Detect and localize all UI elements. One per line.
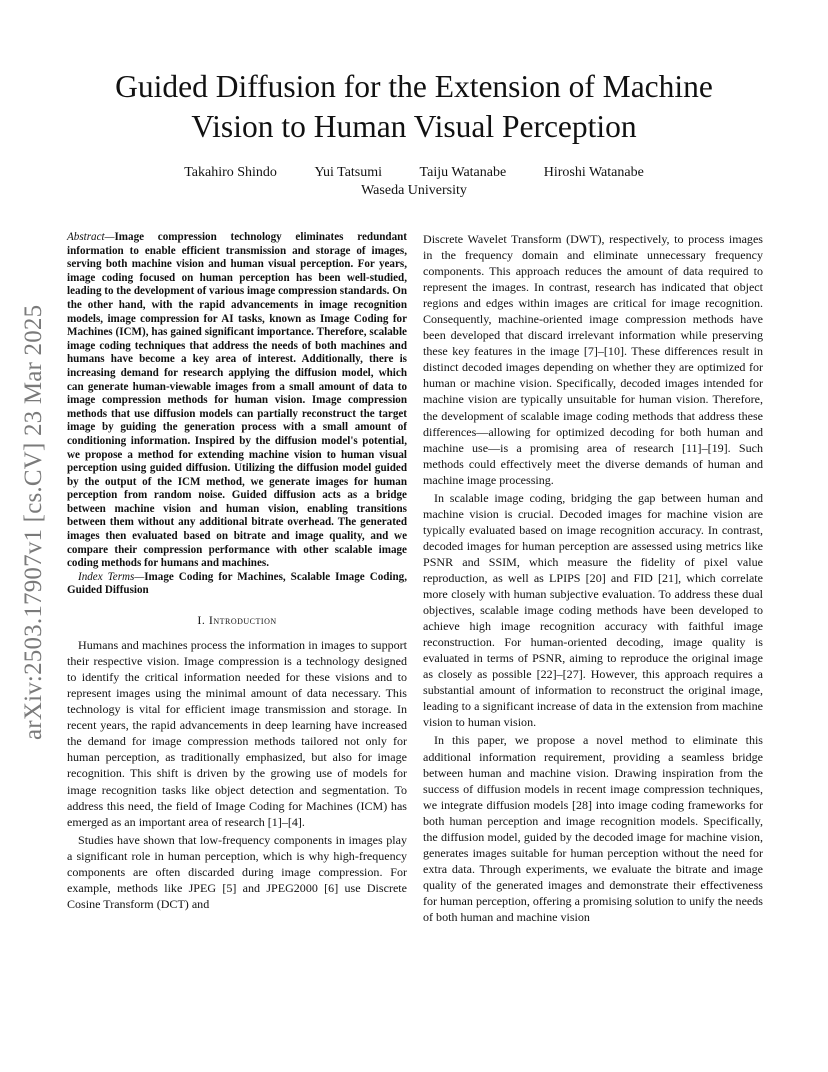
right-column (423, 231, 763, 927)
section-heading: I. Introduction (197, 613, 277, 628)
title-line-2: Vision to Human Visual Perception (191, 109, 637, 144)
body-paragraph: Humans and machines process the information in images to support their respective vision. Image compression is a technology designed to identify the critical information needed for these visions and to represent images using the minimal amount of data necessary. This technology is vital for efficient image transmission and storage. In recent years, the rapid advancements in deep learning have increased the demand for image compression methods tailored not only for human perception, as traditionally emphasized, but also for image recognition. This shift is driven by the growing use of models for image recognition tasks like object detection and segmentation. To address this need, the field of Image Coding for Machines (ICM) has emerged as an important area of research [1]–[4]. (67, 638, 407, 829)
index-terms-label: Index Terms— (78, 570, 145, 583)
author-name: Taiju Watanabe (419, 165, 507, 180)
affiliation: Waseda University (361, 183, 467, 198)
left-column (67, 231, 407, 914)
author-name: Hiroshi Watanabe (543, 165, 644, 180)
index-terms-text: Image Coding for Machines, Scalable Image Coding, Guided Diffusion (67, 570, 407, 597)
paper-title (0, 67, 828, 147)
index-terms (67, 571, 407, 598)
body-paragraph: Discrete Wavelet Transform (DWT), respectively, to process images in the frequency domain and eliminate unnecessary frequency components. This approach reduces the amount of data required to represent the images. In contrast, research has indicated that object regions and edges within images are critical for image recognition. Consequently, machine-oriented image compression methods have been developed that discard irrelevant information while preserving these key features in the image [7]–[10]. These differences result in distinct decoded images depending on whether they are optimized for human or machine vision. Specifically, decoded images intended for machine vision are typically unsuitable for human vision. Therefore, the development of scalable image coding methods that address these differences—allowing for optimized decoding for both human and machine use—is a promising area of research [11]–[19]. Such methods could effectively meet the diverse demands of human and machine image processing. (423, 232, 763, 487)
abstract (67, 231, 407, 571)
arxiv-identifier: arXiv:2503.17907v1 [cs.CV] 23 Mar 2025 (20, 304, 47, 740)
abstract-text: Image compression technology eliminates redundant information to enable efficient transmission and storage of images, serving both machine vision and human visual perception. For years, image coding focused on human perception has been well-studied, leading to the development of various image compression standards. On the other hand, with the rapid advancements in image recognition models, image compression for AI tasks, known as Image Coding for Machines (ICM), has gained significant importance. Therefore, scalable image coding techniques that address the needs of both machines and humans have become a key area of interest. Additionally, there is increasing demand for research applying the diffusion model, which can generate human-viewable images from a small amount of data to image compression methods for human vision. Image compression methods that use diffusion models can partially reconstruct the target image by guiding the generation process with a small amount of conditioning information. Inspired by the diffusion model's potential, we propose a method for extending machine vision to human visual perception using guided diffusion. Utilizing the diffusion model guided by the output of the ICM method, we generate images for human perception from random noise. Guided diffusion acts as a bridge between machine vision and human vision, enabling transitions between them without any additional bitrate overhead. The generated images then evaluated based on bitrate and image quality, and we compare their compression performance with other scalable image coding methods for humans and machines. (67, 231, 408, 570)
body-paragraph: In scalable image coding, bridging the gap between human and machine vision is crucial. Decoded images for machine vision are typically evaluated based on image recognition accuracy. In contrast, decoded images for human perception are assessed using metrics like PSNR and SSIM, which measure the fidelity of pixel value reproduction, as well as LPIPS [20] and FID [21], which correlate more closely with human subjective evaluation. To address these dual objectives, scalable image coding methods have been developed to achieve high image recognition accuracy with faithful image reconstruction. For human-oriented decoding, image quality is evaluated in terms of PSNR, aiming to reproduce the original image as closely as possible [22]–[27]. However, this approach requires a substantial amount of information to reconstruct the original image, leading to a significant increase of data in the extension from machine vision to human vision. (423, 490, 763, 730)
body-paragraph: In this paper, we propose a novel method to eliminate this additional information requirement, providing a seamless bridge between human and machine vision. Drawing inspiration from the success of diffusion models in recent image compression techniques, we integrate diffusion models [28] into image coding frameworks for both human perception and image recognition models. Specifically, the diffusion model, guided by the decoded image for machine vision, generates images suitable for human perception without the need for extra data. Through experiments, we evaluate the bitrate and image quality of the generated images and demonstrate their effectiveness for human perception, offering a promising solution to unify the needs of both human and machine vision (423, 733, 763, 924)
abstract-label: Abstract— (67, 231, 115, 243)
body-paragraph: Studies have shown that low-frequency components in images play a significant role in human perception, which is why high-frequency components are often discarded during image compression. For example, methods like JPEG [5] and JPEG2000 [6] use Discrete Cosine Transform (DCT) and (67, 832, 407, 911)
title-line-1: Guided Diffusion for the Extension of Machine (115, 69, 713, 104)
author-list (0, 164, 828, 182)
author-name: Yui Tatsumi (314, 165, 383, 180)
author-name: Takahiro Shindo (184, 165, 277, 180)
